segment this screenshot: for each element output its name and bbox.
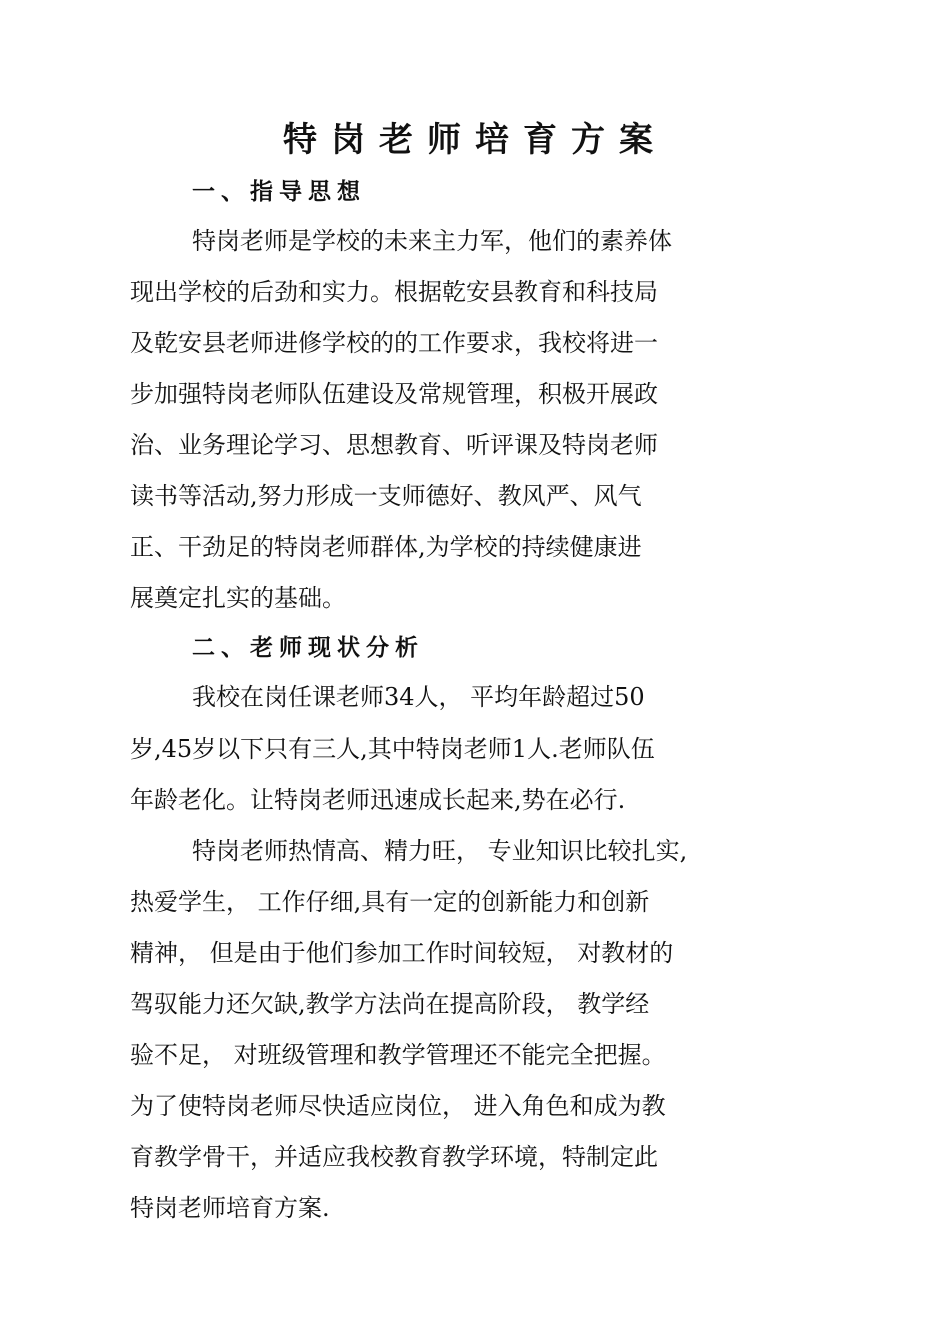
paragraph-line: 步加强特岗老师队伍建设及常规管理，积极开展政 bbox=[130, 380, 658, 408]
paragraph-line: 现出学校的后劲和实力。根据乾安县教育和科技局 bbox=[130, 278, 658, 306]
paragraph-line: 为了使特岗老师尽快适应岗位， 进入角色和成为教 bbox=[130, 1092, 666, 1120]
paragraph-line: 育教学骨干，并适应我校教育教学环境，特制定此 bbox=[130, 1143, 658, 1171]
document-title: 特岗老师培育方案 bbox=[283, 120, 667, 160]
section-heading-teacher-status: 二、老师现状分析 bbox=[192, 635, 424, 661]
paragraph-line: 热爱学生， 工作仔细,具有一定的创新能力和创新 bbox=[130, 888, 650, 916]
paragraph-line: 驾驭能力还欠缺,教学方法尚在提高阶段， 教学经 bbox=[130, 990, 650, 1018]
paragraph-line: 治、业务理论学习、思想教育、听评课及特岗老师 bbox=[130, 431, 658, 459]
paragraph-line: 读书等活动,努力形成一支师德好、教风严、风气 bbox=[130, 482, 642, 510]
paragraph-line: 年龄老化。让特岗老师迅速成长起来,势在必行. bbox=[130, 786, 626, 814]
section-heading-guiding-ideology: 一、指导思想 bbox=[192, 179, 366, 205]
paragraph-line: 验不足， 对班级管理和教学管理还不能完全把握。 bbox=[130, 1041, 666, 1069]
paragraph-line: 特岗老师是学校的未来主力军，他们的素养体 bbox=[192, 227, 672, 255]
paragraph-line: 精神， 但是由于他们参加工作时间较短， 对教材的 bbox=[130, 939, 674, 967]
paragraph-line: 展奠定扎实的基础。 bbox=[130, 584, 346, 612]
paragraph-line: 岁,45岁以下只有三人,其中特岗老师1人.老师队伍 bbox=[130, 735, 655, 763]
paragraph-line: 特岗老师培育方案. bbox=[130, 1194, 330, 1222]
paragraph-line: 我校在岗任课老师34人， 平均年龄超过50 bbox=[192, 683, 645, 711]
paragraph-line: 特岗老师热情高、精力旺， 专业知识比较扎实, bbox=[192, 837, 688, 865]
paragraph-line: 正、干劲足的特岗老师群体,为学校的持续健康进 bbox=[130, 533, 642, 561]
paragraph-line: 及乾安县老师进修学校的的工作要求，我校将进一 bbox=[130, 329, 658, 357]
